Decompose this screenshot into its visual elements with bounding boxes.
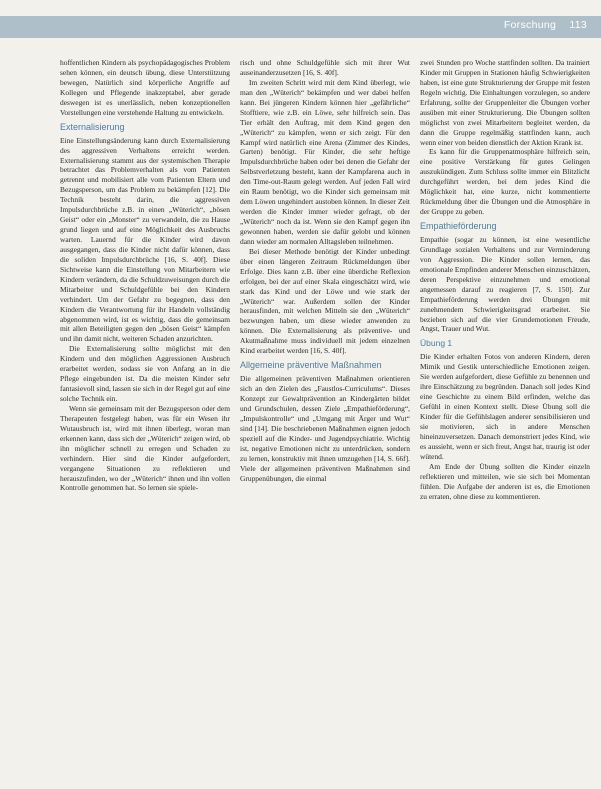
paragraph: Eine Einstellungsänderung kann durch Externalisierung des aggressiven Verhaltens erreicht werden. Externalisierung stammt aus der systemischen Therapie betrachtet das Problemverhalten als vom Patienten getrennt und mobilisiert alle vom Patienten Eltern und Bezugsperson, um das Problem zu bekämpfen [12]. Die Technik besteht darin, die aggressiven Impulsdurchbrüche z.B. in einen „Wüterich“, „bösen Geist“ oder ein „Monster“ zu verwandeln, die zu Hause grund liegen und auf eine Möglichkeit des Ausbruchs warten. Lauernd für die Kinder wird davon ausgegangen, dass die Kinder nicht dafür können, dass die soliden Impulsdurchbrüche [16, S. 40f]. Diese Sichtweise kann die Einstellung von Mitarbeitern wie Kindern verändern, da die Schuldzuweisungen durch die Mitarbeiter und Schuldgefühle bei den Kindern verhindert. Um der Gefahr zu begegnen, dass den Kindern die Verantwortung für ihr Handeln vollständig abgenommen wird, ist es wichtig, dass die gemeinsam mit allen Beteiligten gegen den „bösen Geist“ kämpfen und ihn damit nicht, weiteren Schaden anzurichten. [60, 135, 230, 344]
paragraph: Am Ende der Übung sollten die Kinder einzeln reflektieren und mitteilen, wie sie sich bei Momentan fühlen. Die Aufgabe der anderen ist es, die Emotionen zu erraten, ohne diese zu kommentieren. [420, 461, 590, 501]
page-number: 113 [569, 19, 587, 31]
subsection-heading: Übung 1 [420, 338, 453, 349]
paragraph: hoffentlichen Kindern als psychopädagogisches Problem sehen können, ein deutsch übung, diese Unterstützung bewegen, Natürlich sind körperliche Angriffe auf Kollegen und Pflegende inakzeptabel, aber gerade deswegen ist es unerlässlich, neben konzeptionellen Vorstellungen eine verstehende Haltung zu entwickeln. [60, 58, 230, 117]
running-header [504, 19, 587, 31]
paragraph: zwei Stunden pro Woche stattfinden sollten. Da trainiert Kinder mit Gruppen in Stationen häufig Schwierigkeiten haben, ist eine gute Strukturierung der Gruppe mit festen Regeln wichtig. Die Einhaltungen vorzulegen, so andere Erfahrung, sollte der Gruppenleiter die Übungen vorher ausüben mit einer Strukturierung. Die Übungen sollten möglichst von zwei Mitarbeitern begleitet werden, da dann die Gruppe regelmäßig stattfinden kann, auch wenn einer von beiden dienstlich der Aktion Krank ist. [420, 58, 590, 147]
column-2 [240, 58, 410, 776]
paragraph: Die Kinder erhalten Fotos von anderen Kindern, deren Mimik und Gestik unterschiedliche Emotionen zeigen. Sie werden aufgefordert, diese Gefühle zu benennen und ihre Einschätzung zu begründen. Danach soll jedes Kind eine Geschichte zu einem Bild erfinden, welche das Gefühl in einen Kontext stellt. Diese Übung soll die Kinder für die Gefühlslagen anderer sensibilisieren und sie motivieren, sich in andere Menschen hineinzuversetzen. Danach demonstriert jedes Kind, wie es aussieht, wenn er sich freut, Angst hat, traurig ist oder wütend. [420, 352, 590, 461]
section-heading: Externalisierung [60, 121, 125, 132]
paragraph: Die Externalisierung sollte möglichst mit den Kindern und den möglichen Aggressionen Ausbruch erarbeitet werden, sodass sie von Anfang an in die Pflege eingebunden ist. Da die meisten Kinder sehr fantasievoll sind, lassen sie sich in der Regel gut auf eine solche Technik ein. [60, 344, 230, 403]
column-1 [60, 58, 230, 776]
column-3 [420, 58, 590, 776]
paragraph: Wenn sie gemeinsam mit der Bezugsperson oder dem Therapeuten festgelegt haben, was für ein Wesen ihr Wutausbruch ist, wird mit ihnen überlegt, woran man erkennen kann, dass sich der „Wüterich“ zeigen wird, ob ihn möglicher schnell zu erregen und Schaden zu verhindern. Hier sind die Kinder aufgefordert, vergangene Situationen zu reflektieren und herauszufinden, wo der „Wüterich“ ihnen und ihn vollen Kontrolle genommen hat. So lernen sie spiele- [60, 403, 230, 493]
paragraph: Die allgemeinen präventiven Maßnahmen orientieren sich an den Zielen des „Faustlos-Curriculums“. Dieses Konzept zur Gewaltprävention an Kindergärten bildet und Grundschulen, dessen Ziele „Empathieförderung“, „Impulskontrolle“ und „Umgang mit Ärger und Wut“ sind [14]. Die beschriebenen Maßnahmen eignen jedoch speziell auf die Kinder- und Jugendpsychiatrie. Wichtig ist, negative Emotionen nicht zu unterdrücken, sondern zu lernen, konstruktiv mit ihnen umzugehen [14, S. 66f]. Viele der allgemeinen präventiven Maßnahmen sind Gruppenübungen, die einmal [240, 374, 410, 483]
paragraph: Es kann für die Gruppenatmosphäre hilfreich sein, eine positive Verstärkung für gutes Gelingen auszukündigen. Zum Schluss sollte immer ein Blitzlicht durchgeführt werden, bei dem jedes Kind die Möglichkeit hat, eine kurze, nicht kommentierte Rückmeldung über die Übungen und die Atmosphäre in der Gruppe zu geben. [420, 147, 590, 217]
section-heading: Empathieförderung [420, 221, 497, 231]
paragraph: Empathie (sogar zu können, ist eine wesentliche Grundlage sozialen Verhaltens und zur Verminderung von Aggression. Die Kinder sollen lernen, das emotionale Empfinden anderer Menschen einzuschätzen, deren Perspektive einzunehmen und emotional angemessen darauf zu reagieren [7, S. 150]. Zur Empathieförderung werden drei Übungen mit zunehmendem Schwierigkeitsgrad erarbeitet. Sie beziehen sich auf die vier Grundemotionen Freude, Angst, Trauer und Wut. [420, 235, 590, 334]
paragraph: Bei dieser Methode benötigt der Kinder unbedingt über einen längeren Zeitraum Rückmeldungen über Erfolge. Dies kann z.B. über eine überdiche Reflexion erfolgen, bei der auf einer Skala eingeschätzt wird, wie stark das Kind und der Löwe und wie stark der „Wüterich“ war. Außerdem sollen der Kinder herausfinden, mit welchen Mitteln sie den „Wüterich“ bezwungen haben, um diese wieder anwenden zu können. Die Externalisierung als präventive- und Akutmaßnahme muss individuell mit jedem einzelnen Kind erarbeitet werden [16, S. 40f]. [240, 246, 410, 356]
paragraph: risch und ohne Schuldgefühle sich mit ihrer Wut auseinanderzusetzen [16, S. 40f]. [240, 58, 410, 77]
chapter-title: Forschung [503, 19, 557, 31]
section-heading: Allgemeine präventive Maßnahmen [240, 360, 382, 371]
paragraph: Im zweiten Schritt wird mit dem Kind überlegt, wie man den „Wüterich“ bekämpfen und wer dabei helfen kann. Bei jüngeren Kindern können hier „gefährliche“ Stofftiere, wie z.B. ein Löwe, sehr hilfreich sein. Das Tier erhält den Auftrag, mit dem Kind gegen den „Wüterich“ zu kämpfen, wenn er sich zeigt. Für den Kampf wird natürlich eine Arena (Zimmer des Kindes, Garten) benötigt. Für Kinder, die sehr heftige Impulsdurchbrüche haben oder bei denen die Gefahr der Selbstverletzung besteht, kann der Kampfarena auch in den Time-out-Raum gelegt werden. Auf jeden Fall wird ein Raum benötigt, wo die Kinder sich gemeinsam mit dem Löwen ungehindert austoben können. In dieser Zeit werden die Kinder immer wieder gefragt, ob der „Wüterich“ noch da ist. Wenn sie den Kampf gegen ihn gewonnen haben, werden sie dafür gelobt und können dann wieder am normalen Alltagsleben teilnehmen. [240, 77, 410, 246]
text-columns [60, 58, 590, 776]
